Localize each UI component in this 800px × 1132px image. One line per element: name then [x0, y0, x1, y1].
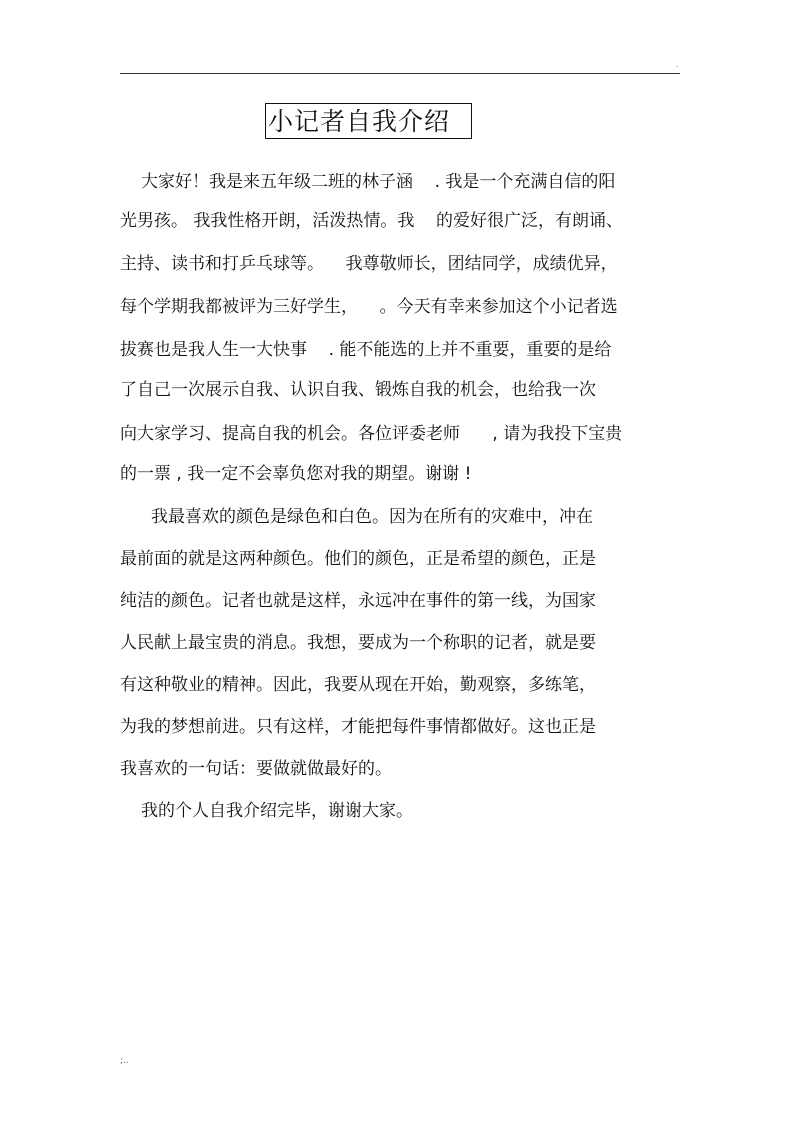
paragraph-2-line-4: 人民献上最宝贵的消息。我想，要成为一个称职的记者，就是要 [120, 633, 596, 653]
paragraph-1-line-5: 拔赛也是我人生一大快事 . 能不能选的上并不重要，重要的是给 [120, 340, 612, 360]
paragraph-2-line-2: 最前面的就是这两种颜色。他们的颜色，正是希望的颜色，正是 [120, 549, 596, 569]
paragraph-1-line-3: 主持、读书和打乒乓球等。 我尊敬师长，团结同学，成绩优异， [120, 254, 618, 274]
page-title: 小记者自我介绍 [268, 107, 451, 136]
paragraph-1-line-8: 的一票 , 我一定不会辜负您对我的期望。谢谢 ! [120, 464, 472, 484]
paragraph-1-line-2: 光男孩。 我我性格开朗，活泼热情。我 的爱好很广泛，有朗诵、 [120, 211, 624, 231]
paragraph-2-line-6: 为我的梦想前进。只有这样，才能把每件事情都做好。这也正是 [120, 717, 596, 737]
paragraph-1-line-6: 了自己一次展示自我、认识自我、锻炼自我的机会，也给我一次 [120, 380, 596, 400]
footer-mark: ;.. [120, 1056, 129, 1066]
paragraph-2-line-3: 纯洁的颜色。记者也就是这样，永远冲在事件的第一线，为国家 [120, 591, 596, 611]
paragraph-2-line-5: 有这种敬业的精神。因此，我要从现在开始，勤观察，多练笔， [120, 675, 596, 695]
title-box [265, 103, 472, 139]
header-rule [120, 73, 680, 74]
paragraph-2-line-7: 我喜欢的一句话：要做就做最好的。 [120, 759, 392, 779]
paragraph-1-line-7: 向大家学习、提高自我的机会。各位评委老师 , 请为我投下宝贵 [120, 424, 623, 444]
paragraph-1-line-4: 每个学期我都被评为三好学生， 。今天有幸来参加这个小记者选 [120, 297, 618, 317]
header-corner-mark: . [676, 60, 679, 69]
paragraph-3-line-1: 我的个人自我介绍完毕，谢谢大家。 [141, 801, 413, 821]
paragraph-2-line-1: 我最喜欢的颜色是绿色和白色。因为在所有的灾难中，冲在 [151, 507, 593, 527]
paragraph-1-line-1: 大家好！我是来五年级二班的林子涵 . 我是一个充满自信的阳 [141, 172, 616, 192]
